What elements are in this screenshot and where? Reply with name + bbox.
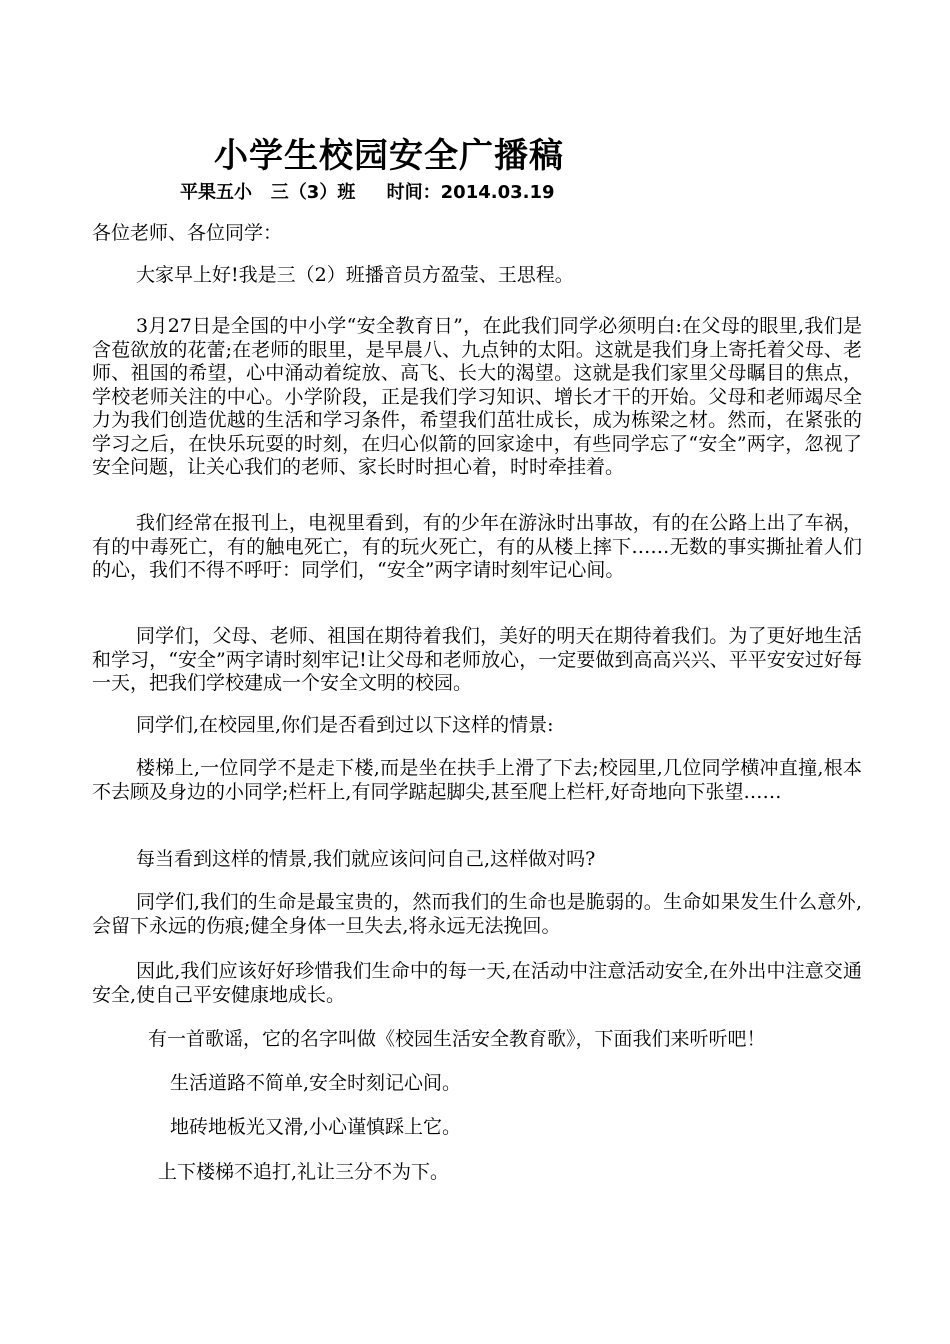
paragraph-reflection: 每当看到这样的情景,我们就应该问问自己,这样做对吗? [136, 848, 596, 870]
paragraph-intro: 大家早上好!我是三（2）班播音员方盈莹、王思程。 [136, 264, 574, 286]
song-line: 上下楼梯不追打,礼让三分不为下。 [158, 1161, 450, 1183]
paragraph-cherish: 因此,我们应该好好珍惜我们生命中的每一天,在活动中注意活动安全,在外出中注意交通安全,使自己平安健康地成长。 [92, 960, 862, 1006]
song-line: 生活道路不简单,安全时刻记心间。 [170, 1072, 462, 1094]
paragraph-question: 同学们,在校园里,你们是否看到过以下这样的情景: [136, 714, 554, 736]
document-title: 小学生校园安全广播稿 [214, 136, 564, 176]
paragraph-scenes: 楼梯上,一位同学不是走下楼,而是坐在扶手上滑了下去;校园里,几位同学横冲直撞,根本不去顾及身边的小同学;栏杆上,有同学踮起脚尖,甚至爬上栏杆,好奇地向下张望…… [92, 757, 862, 803]
paragraph-expectations: 同学们，父母、老师、祖国在期待着我们，美好的明天在期待着我们。为了更好地生活和学习，“安全”两字请时刻牢记!让父母和老师放心，一定要做到高高兴兴、平平安安过好每一天，把我们学校建成一个安全文明的校园。 [92, 625, 862, 694]
song-line: 地砖地板光又滑,小心谨慎踩上它。 [170, 1116, 462, 1138]
document-subtitle: 平果五小 三（3）班 时间：2014.03.19 [180, 182, 555, 203]
paragraph-life: 同学们,我们的生命是最宝贵的，然而我们的生命也是脆弱的。生命如果发生什么意外,会留下永远的伤痕;健全身体一旦失去,将永远无法挽回。 [92, 891, 862, 937]
song-intro: 有一首歌谣，它的名字叫做《校园生活安全教育歌》，下面我们来听听吧！ [148, 1028, 766, 1050]
paragraph-accidents: 我们经常在报刊上，电视里看到，有的少年在游泳时出事故，有的在公路上出了车祸，有的中毒死亡，有的触电死亡，有的玩火死亡，有的从楼上摔下……无数的事实撕扯着人们的心，我们不得不呼吁：同学们，“安全”两字请时刻牢记心间。 [92, 512, 862, 581]
greeting: 各位老师、各位同学： [92, 222, 283, 244]
paragraph-safety-day: 3月27日是全国的中小学“安全教育日”，在此我们同学必须明白:在父母的眼里,我们是含苞欲放的花蕾;在老师的眼里，是早晨八、九点钟的太阳。这就是我们身上寄托着父母、老师、祖国的希望，心中涌动着绽放、高飞、长大的渴望。这就是我们家里父母瞩目的焦点，学校老师关注的中心。小学阶段，正是我们学习知识、增长才干的开始。父母和老师竭尽全力为我们创造优越的生活和学习条件，希望我们茁壮成长，成为栋梁之材。然而，在紧张的学习之后，在快乐玩耍的时刻，在归心似箭的回家途中，有些同学忘了“安全”两字，忽视了安全问题，让关心我们的老师、家长时时担心着，时时牵挂着。 [92, 315, 862, 478]
